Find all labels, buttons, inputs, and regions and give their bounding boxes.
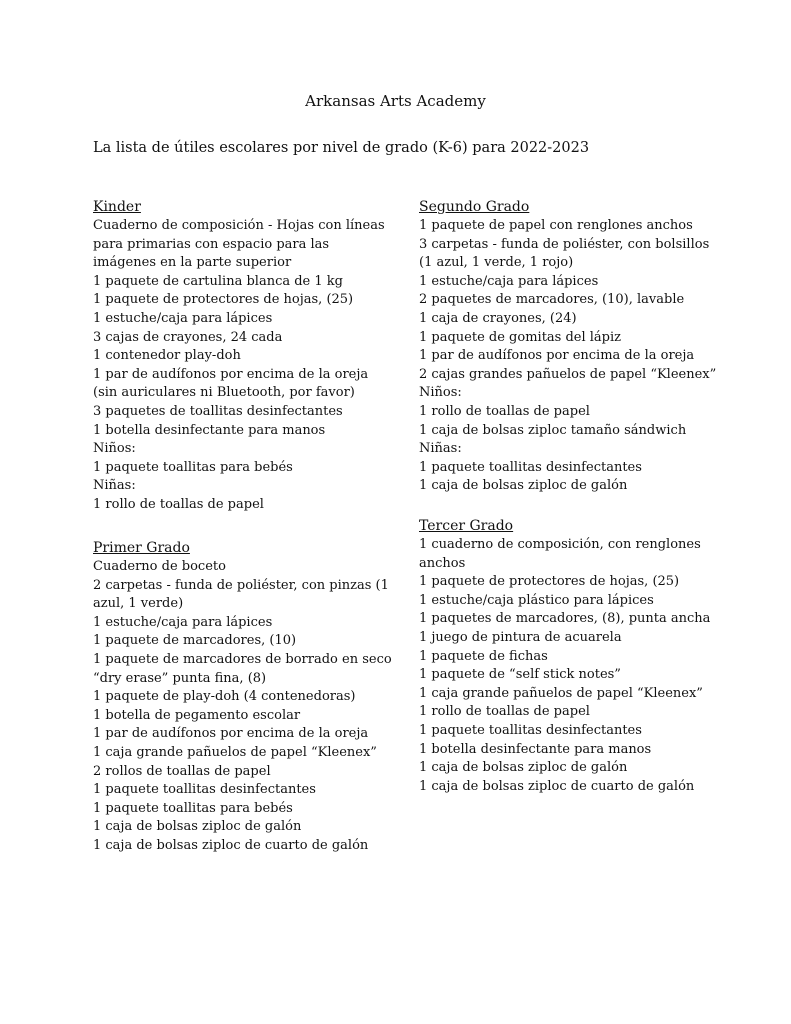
supply-list [419, 536, 719, 796]
list-item: Niños: [419, 385, 462, 401]
list-item: 3 cajas de crayones, 24 cada [93, 329, 283, 345]
section-primer-grado [93, 539, 393, 856]
list-item: 1 rollo de toallas de papel [93, 496, 264, 512]
list-item: 1 cuaderno de composición, con renglones [419, 537, 701, 552]
list-item: 1 caja grande pañuelos de papel “Kleenex” [93, 744, 377, 760]
list-item: 1 caja grande pañuelos de papel “Kleenex” [419, 685, 703, 701]
list-item: 1 caja de bolsas ziploc de galón [419, 760, 628, 776]
list-item: 1 par de audífonos por encima de la oreja [93, 726, 369, 742]
list-item: (sin auriculares ni Bluetooth, por favor) [93, 385, 355, 401]
list-item: 1 caja de bolsas ziploc de galón [419, 478, 628, 494]
document-title: Arkansas Arts Academy [305, 92, 486, 110]
list-item: 1 paquete toallitas desinfectantes [419, 722, 642, 738]
list-item: “dry erase” punta fina, (8) [93, 670, 267, 686]
list-item: 1 paquete de protectores de hojas, (25) [419, 574, 680, 590]
section-heading: Segundo Grado [419, 199, 530, 215]
supply-list [93, 558, 393, 856]
list-item: 3 carpetas - funda de poliéster, con bolsillos [419, 236, 710, 252]
supply-list [419, 217, 719, 496]
list-item: 1 paquete toallitas para bebés [93, 459, 293, 475]
list-item: 1 paquetes de marcadores, (8), punta ancha [419, 611, 711, 627]
list-item: 1 paquete de cartulina blanca de 1 kg [93, 273, 343, 289]
list-item: 1 botella desinfectante para manos [93, 422, 326, 438]
list-item: 1 rollo de toallas de papel [419, 704, 590, 720]
list-item: 1 juego de pintura de acuarela [419, 629, 622, 645]
section-tercer-grado [419, 517, 719, 796]
list-item: para primarias con espacio para las [93, 236, 330, 252]
section-heading: Tercer Grado [419, 518, 514, 534]
list-item: anchos [419, 555, 466, 571]
document-subtitle: La lista de útiles escolares por nivel de grado (K-6) para 2022-2023 [93, 140, 590, 156]
list-item: (1 azul, 1 verde, 1 rojo) [419, 255, 574, 271]
list-item: azul, 1 verde) [93, 596, 184, 612]
list-item: 3 paquetes de toallitas desinfectantes [93, 403, 343, 419]
list-item: 1 caja de crayones, (24) [419, 310, 577, 326]
list-item: 1 paquete de gomitas del lápiz [419, 329, 622, 345]
list-item: 1 paquete de fichas [419, 648, 548, 664]
list-item: 1 caja de bolsas ziploc de cuarto de galón [419, 778, 695, 794]
list-item: 1 paquete toallitas desinfectantes [93, 782, 316, 798]
list-item: 2 rollos de toallas de papel [93, 763, 271, 779]
section-heading: Kinder [93, 199, 141, 215]
supply-list [93, 217, 393, 515]
list-item: 1 estuche/caja plástico para lápices [419, 592, 654, 608]
list-item: Niños: [93, 441, 136, 457]
list-item: Niñas: [419, 441, 462, 457]
list-item: 1 paquete de play-doh (4 contenedoras) [93, 689, 356, 705]
list-item: 1 estuche/caja para lápices [419, 273, 599, 289]
list-item: 1 contenedor play-doh [93, 348, 241, 364]
list-item: 1 paquete toallitas para bebés [93, 800, 293, 816]
list-item: 1 rollo de toallas de papel [419, 403, 590, 419]
list-item: 1 paquete de marcadores de borrado en seco [93, 651, 392, 667]
list-item: 2 paquetes de marcadores, (10), lavable [419, 292, 685, 308]
list-item: Niñas: [93, 478, 136, 494]
list-item: 1 caja de bolsas ziploc de cuarto de galón [93, 837, 369, 853]
list-item: 1 estuche/caja para lápices [93, 614, 273, 630]
list-item: 1 estuche/caja para lápices [93, 310, 273, 326]
section-heading: Primer Grado [93, 540, 190, 556]
section-segundo-grado [419, 198, 719, 496]
list-item: 1 paquete de protectores de hojas, (25) [93, 292, 354, 308]
list-item: Cuaderno de composición - Hojas con líneas [93, 218, 385, 233]
list-item: 1 paquete toallitas desinfectantes [419, 459, 642, 475]
list-item: 2 cajas grandes pañuelos de papel “Kleenex” [419, 366, 717, 382]
list-item: 1 botella desinfectante para manos [419, 741, 652, 757]
section-kinder [93, 198, 393, 515]
list-item: 2 carpetas - funda de poliéster, con pinzas (1 [93, 577, 389, 593]
list-item: 1 par de audífonos por encima de la oreja [93, 366, 369, 382]
list-item: 1 caja de bolsas ziploc de galón [93, 819, 302, 835]
list-item: Cuaderno de boceto [93, 559, 226, 574]
list-item: 1 par de audífonos por encima de la oreja [419, 348, 695, 364]
list-item: 1 botella de pegamento escolar [93, 707, 301, 723]
list-item: 1 paquete de marcadores, (10) [93, 633, 297, 649]
list-item: imágenes en la parte superior [93, 255, 292, 271]
list-item: 1 paquete de “self stick notes” [419, 667, 621, 683]
list-item: 1 caja de bolsas ziploc tamaño sándwich [419, 422, 687, 438]
list-item: 1 paquete de papel con renglones anchos [419, 218, 693, 233]
